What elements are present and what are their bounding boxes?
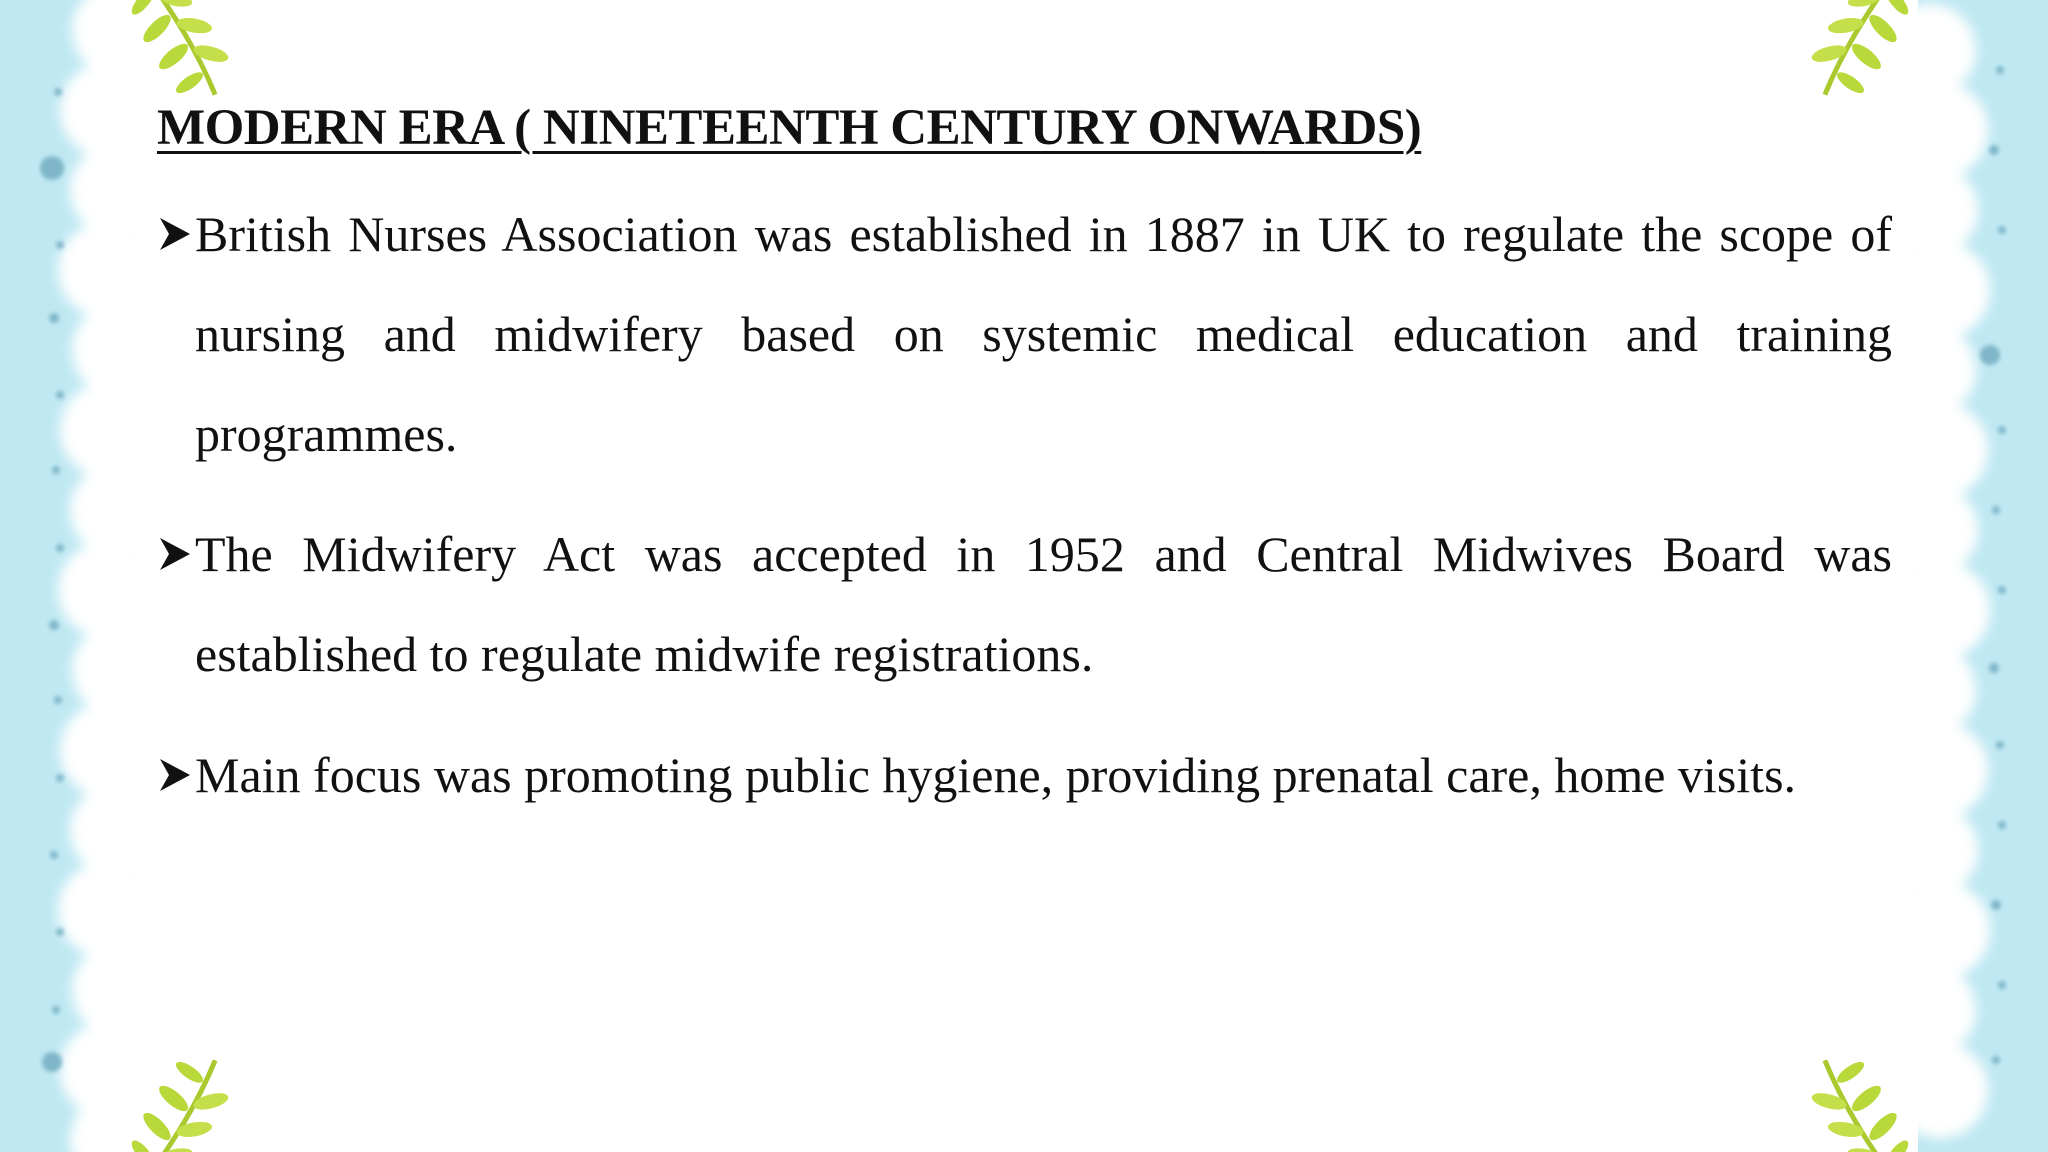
- right-border: [1884, 0, 2048, 1152]
- bullet-item: [157, 184, 1892, 484]
- bullet-text: Main focus was promoting public hygiene, providing prenatal care, home visits.: [195, 747, 1797, 803]
- bullet-text: British Nurses Association was established in 1887 in UK to regulate the scope of nursing and midwifery based on systemic medical education and training programmes.: [195, 206, 1892, 462]
- arrowhead-bullet-icon: [157, 756, 193, 794]
- arrowhead-bullet-icon: [157, 215, 193, 253]
- slide-title: MODERN ERA ( NINETEENTH CENTURY ONWARDS): [157, 100, 1422, 156]
- left-border: [0, 0, 164, 1152]
- bullet-list: [157, 184, 1892, 825]
- slide-content: [157, 92, 1892, 825]
- bullet-item: [157, 504, 1892, 704]
- bullet-item: [157, 725, 1892, 825]
- arrowhead-bullet-icon: [157, 535, 193, 573]
- bullet-text: The Midwifery Act was accepted in 1952 and Central Midwives Board was established to regulate midwife registrations.: [195, 526, 1892, 682]
